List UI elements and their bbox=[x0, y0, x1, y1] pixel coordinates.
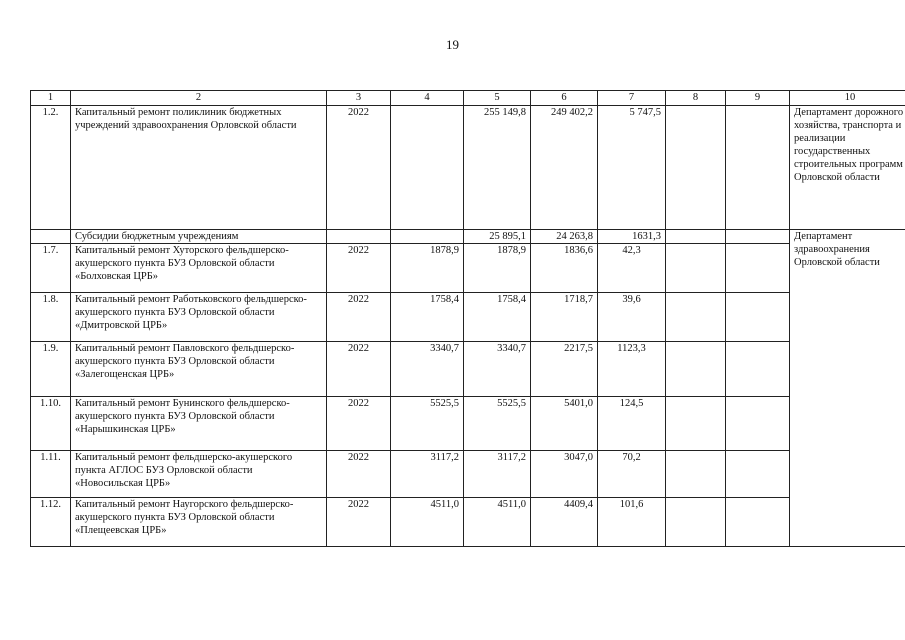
row-col7: 1123,3 bbox=[598, 342, 666, 397]
row-col5: 3340,7 bbox=[464, 342, 531, 397]
row-col6: 249 402,2 bbox=[531, 106, 598, 230]
row-name: Капитальный ремонт Бунинского фельдшерско-акушерского пункта БУЗ Орловской области «Нарышкинская ЦРБ» bbox=[71, 397, 327, 451]
subsidy-row bbox=[31, 230, 905, 244]
row-number: 1.11. bbox=[31, 451, 71, 498]
row-col9 bbox=[726, 106, 790, 230]
row-col8 bbox=[666, 451, 726, 498]
row-col9 bbox=[726, 451, 790, 498]
subsidy-empty-cell bbox=[327, 230, 391, 244]
row-col5: 4511,0 bbox=[464, 498, 531, 547]
column-number-row bbox=[31, 91, 905, 106]
row-number: 1.12. bbox=[31, 498, 71, 547]
subsidy-empty-cell bbox=[726, 230, 790, 244]
row-col7: 39,6 bbox=[598, 293, 666, 342]
row-year: 2022 bbox=[327, 498, 391, 547]
row-name: Капитальный ремонт Наугорского фельдшерско-акушерского пункта БУЗ Орловской области «Плещеевская ЦРБ» bbox=[71, 498, 327, 547]
row-col9 bbox=[726, 244, 790, 293]
row-col5: 1878,9 bbox=[464, 244, 531, 293]
row-name: Капитальный ремонт Павловского фельдшерско-акушерского пункта БУЗ Орловской области «Залегощенская ЦРБ» bbox=[71, 342, 327, 397]
row-col5: 5525,5 bbox=[464, 397, 531, 451]
row-col4 bbox=[391, 106, 464, 230]
column-header: 9 bbox=[726, 91, 790, 106]
row-col6: 4409,4 bbox=[531, 498, 598, 547]
row-col8 bbox=[666, 342, 726, 397]
row-col5: 1758,4 bbox=[464, 293, 531, 342]
row-col7: 124,5 bbox=[598, 397, 666, 451]
column-header: 3 bbox=[327, 91, 391, 106]
row-col4: 5525,5 bbox=[391, 397, 464, 451]
column-header: 4 bbox=[391, 91, 464, 106]
row-year: 2022 bbox=[327, 106, 391, 230]
column-header: 6 bbox=[531, 91, 598, 106]
row-col5: 3117,2 bbox=[464, 451, 531, 498]
table-row bbox=[31, 451, 905, 498]
column-header: 7 bbox=[598, 91, 666, 106]
row-number: 1.10. bbox=[31, 397, 71, 451]
row-col7: 101,6 bbox=[598, 498, 666, 547]
row-year: 2022 bbox=[327, 342, 391, 397]
page-number: 19 bbox=[446, 37, 459, 52]
row-col7: 70,2 bbox=[598, 451, 666, 498]
row-number: 1.8. bbox=[31, 293, 71, 342]
row-col9 bbox=[726, 397, 790, 451]
column-header: 1 bbox=[31, 91, 71, 106]
row-number: 1.7. bbox=[31, 244, 71, 293]
row-name: Капитальный ремонт фельдшерско-акушерского пункта АГЛОС БУЗ Орловской области «Новосильская ЦРБ» bbox=[71, 451, 327, 498]
subsidy-empty-cell bbox=[391, 230, 464, 244]
row-col4: 1758,4 bbox=[391, 293, 464, 342]
row-name: Капитальный ремонт Работьковского фельдшерско-акушерского пункта БУЗ Орловской области «Дмитровской ЦРБ» bbox=[71, 293, 327, 342]
table-row bbox=[31, 342, 905, 397]
table-row bbox=[31, 498, 905, 547]
row-year: 2022 bbox=[327, 244, 391, 293]
column-header: 5 bbox=[464, 91, 531, 106]
row-name: Капитальный ремонт поликлиник бюджетных учреждений здравоохранения Орловской области bbox=[71, 106, 327, 230]
row-col9 bbox=[726, 342, 790, 397]
row-col7: 42,3 bbox=[598, 244, 666, 293]
row-year: 2022 bbox=[327, 451, 391, 498]
table-row bbox=[31, 293, 905, 342]
row-name: Капитальный ремонт Хуторского фельдшерско-акушерского пункта БУЗ Орловской области «Болховская ЦРБ» bbox=[71, 244, 327, 293]
table-row bbox=[31, 106, 905, 230]
responsible-road-department: Департамент дорожного хозяйства, транспорта и реализации государственных строительных программ Орловской области bbox=[790, 106, 905, 230]
row-col8 bbox=[666, 397, 726, 451]
row-col9 bbox=[726, 498, 790, 547]
subsidy-empty-cell bbox=[666, 230, 726, 244]
row-number: 1.9. bbox=[31, 342, 71, 397]
row-col4: 3340,7 bbox=[391, 342, 464, 397]
row-year: 2022 bbox=[327, 293, 391, 342]
row-col4: 1878,9 bbox=[391, 244, 464, 293]
column-header: 2 bbox=[71, 91, 327, 106]
row-col5: 255 149,8 bbox=[464, 106, 531, 230]
row-col6: 2217,5 bbox=[531, 342, 598, 397]
subsidy-col6: 24 263,8 bbox=[531, 230, 598, 244]
column-header: 10 bbox=[790, 91, 905, 106]
budget-table bbox=[30, 90, 905, 547]
subsidy-empty-cell bbox=[31, 230, 71, 244]
row-col6: 3047,0 bbox=[531, 451, 598, 498]
row-col8 bbox=[666, 498, 726, 547]
row-col4: 3117,2 bbox=[391, 451, 464, 498]
table-row bbox=[31, 397, 905, 451]
row-col9 bbox=[726, 293, 790, 342]
row-number: 1.2. bbox=[31, 106, 71, 230]
subsidy-col7: 1631,3 bbox=[598, 230, 666, 244]
row-col4: 4511,0 bbox=[391, 498, 464, 547]
table-row bbox=[31, 244, 905, 293]
row-col8 bbox=[666, 244, 726, 293]
row-year: 2022 bbox=[327, 397, 391, 451]
responsible-health-department: Департамент здравоохранения Орловской области bbox=[790, 230, 905, 547]
subsidy-label: Субсидии бюджетным учреждениям bbox=[71, 230, 327, 244]
row-col6: 1836,6 bbox=[531, 244, 598, 293]
row-col6: 1718,7 bbox=[531, 293, 598, 342]
row-col8 bbox=[666, 106, 726, 230]
row-col8 bbox=[666, 293, 726, 342]
column-header: 8 bbox=[666, 91, 726, 106]
row-col7: 5 747,5 bbox=[598, 106, 666, 230]
subsidy-col5: 25 895,1 bbox=[464, 230, 531, 244]
row-col6: 5401,0 bbox=[531, 397, 598, 451]
